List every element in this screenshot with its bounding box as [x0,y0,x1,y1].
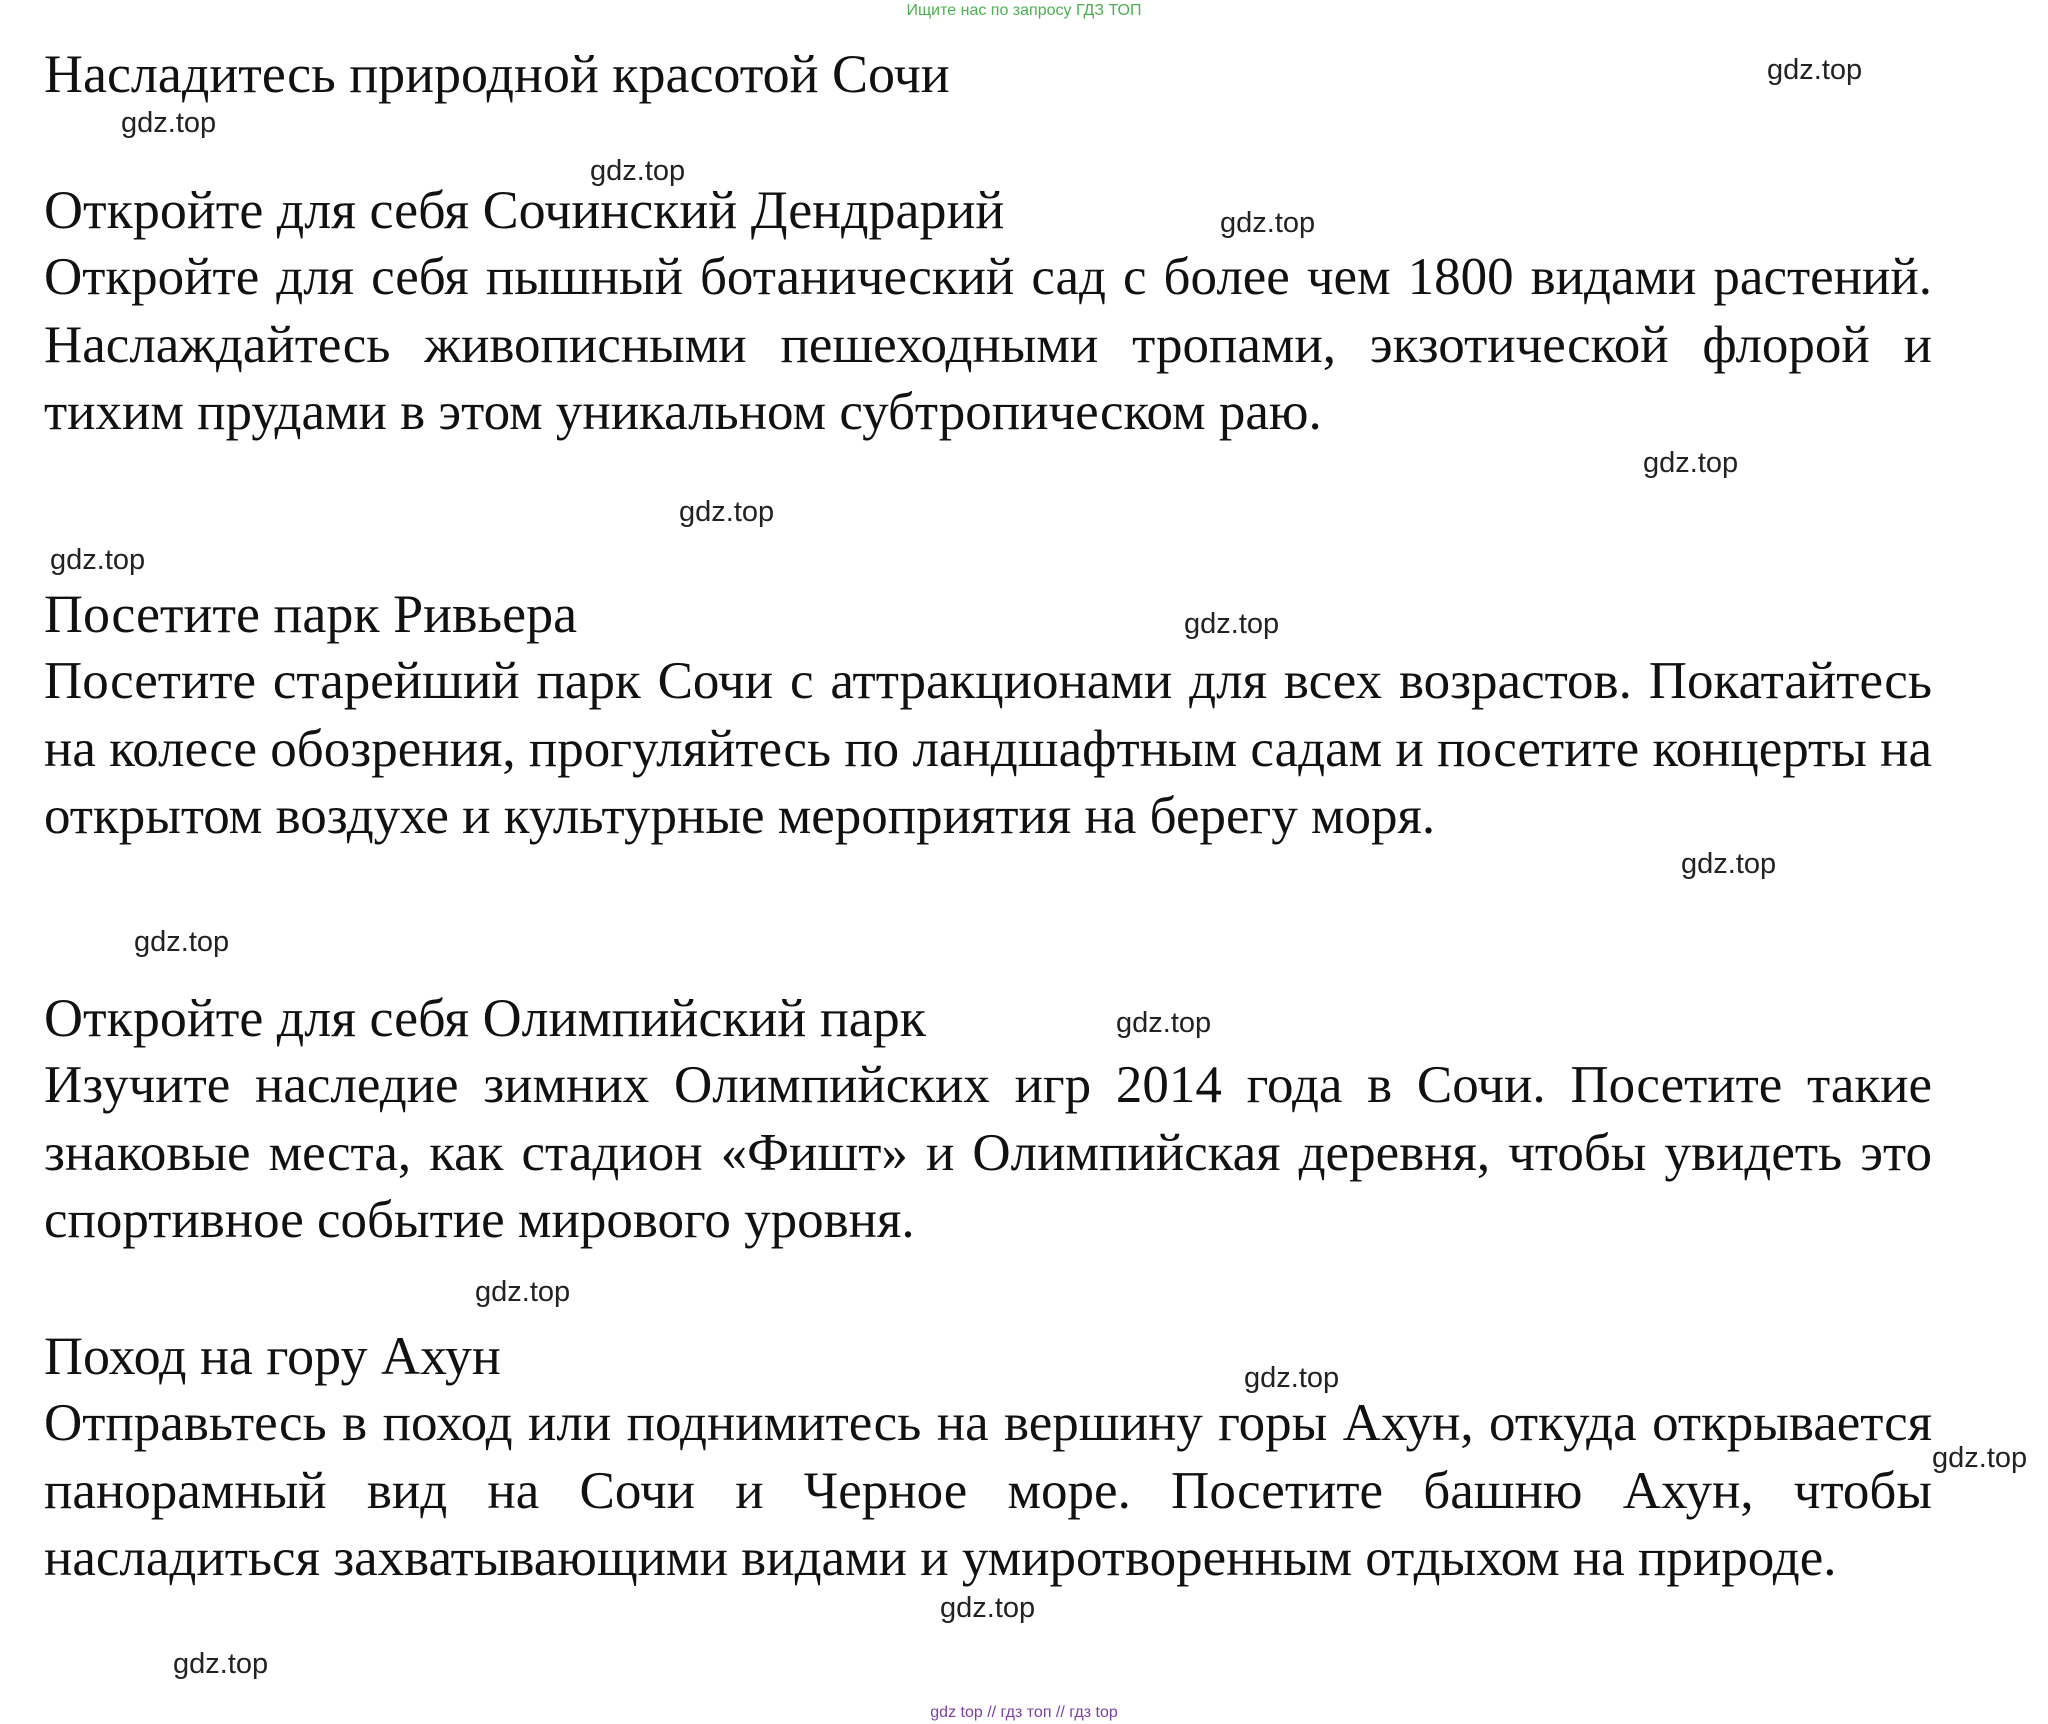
watermark: gdz.top [134,926,230,958]
watermark: gdz.top [1184,608,1280,640]
section-title-akhun-mountain: Поход на гору Ахун [44,1326,501,1386]
section-title-olympic-park: Откройте для себя Олимпийский парк [44,988,926,1048]
watermark: gdz.top [1244,1362,1340,1394]
section-text-riviera-park: Посетите старейший парк Сочи с аттракционами для всех возрастов. Покатайтесь на колесе обозрения, прогуляйтесь по ландшафтным садам и посетите концерты на открытом воздухе и культурные мероприятия на берегу моря. [44,652,1932,845]
watermark: gdz.top [121,107,217,139]
section-text-dendrarium: Откройте для себя пышный ботанический сад с более чем 1800 видами растений. Наслаждайтесь живописными пешеходными тропами, экзотической флорой и тихим прудами в этом уникальном субтропическом раю. [44,248,1932,441]
watermark: gdz.top [173,1648,269,1680]
section-text-akhun-mountain: Отправьтесь в поход или поднимитесь на вершину горы Ахун, откуда открывается панорамный вид на Сочи и Черное море. Посетите башню Ахун, чтобы насладиться захватывающими видами и умиротворенным отдыхом на природе. [44,1394,1932,1587]
watermark: gdz.top [940,1592,1036,1624]
section-title-dendrarium: Откройте для себя Сочинский Дендрарий [44,180,1005,240]
watermark: gdz.top [590,155,686,187]
section-title-riviera-park: Посетите парк Ривьера [44,584,578,644]
watermark: gdz.top [1767,54,1863,86]
watermark: gdz.top [50,544,146,576]
watermark: gdz.top [1116,1007,1212,1039]
section-text-olympic-park: Изучите наследие зимних Олимпийских игр 2014 года в Сочи. Посетите такие знаковые места, как стадион «Фишт» и Олимпийская деревня, чтобы увидеть это спортивное событие мирового уровня. [44,1056,1932,1249]
bottom-banner: gdz top // гдз топ // гдз top [930,1704,1118,1721]
main-title: Насладитесь природной красотой Сочи [44,44,950,104]
watermark: gdz.top [679,496,775,528]
watermark: gdz.top [1681,848,1777,880]
watermark: gdz.top [1220,207,1316,239]
watermark: gdz.top [475,1276,571,1308]
watermark: gdz.top [1932,1442,2028,1474]
top-banner: Ищите нас по запросу ГДЗ ТОП [906,2,1142,19]
watermark: gdz.top [1643,447,1739,479]
